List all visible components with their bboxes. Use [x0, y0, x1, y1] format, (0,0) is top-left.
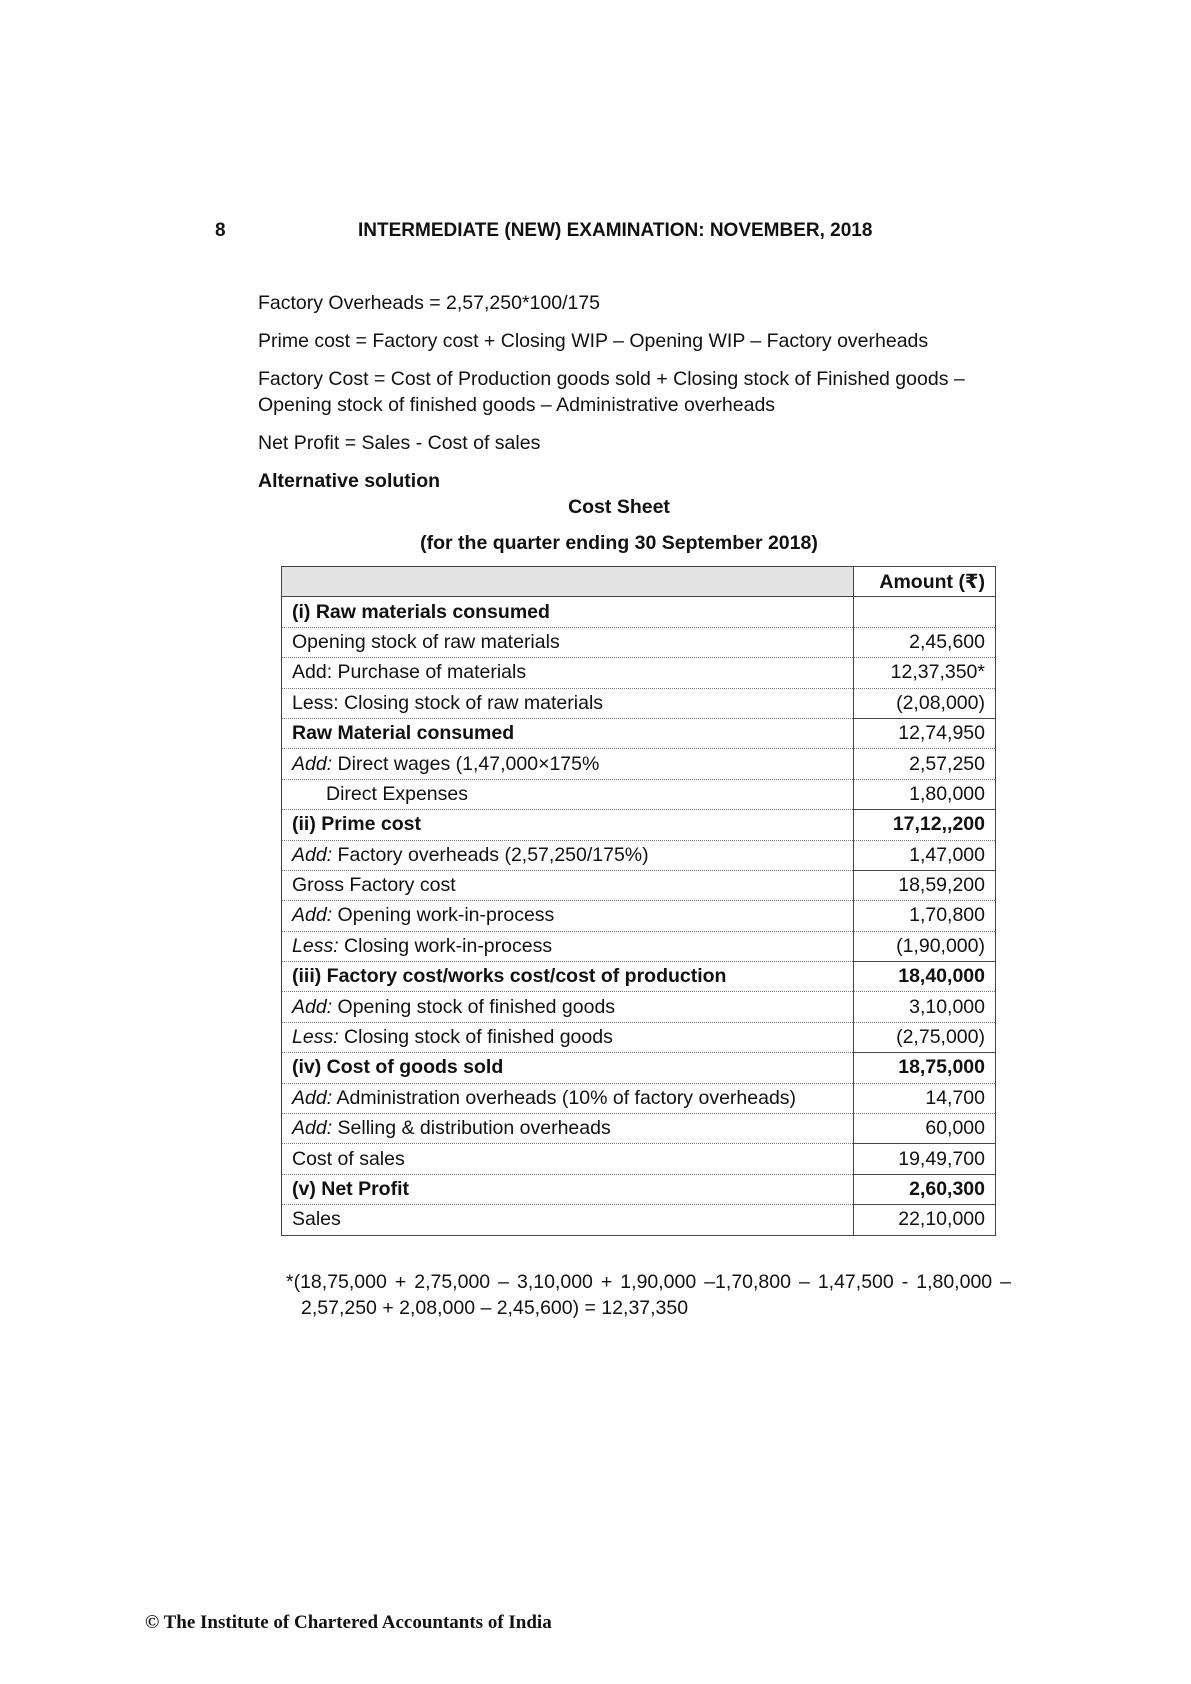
- row-label: [282, 840, 854, 870]
- row-label: [282, 1114, 854, 1144]
- row-amount: (2,75,000): [854, 1022, 996, 1052]
- table-row: [282, 779, 996, 809]
- row-amount: 18,40,000: [854, 962, 996, 992]
- row-prefix: Less:: [292, 934, 339, 957]
- table-row: [282, 688, 996, 718]
- row-label: Gross Factory cost: [282, 870, 854, 900]
- formula-factory-cost: Factory Cost = Cost of Production goods sold + Closing stock of Finished goods – Opening stock of finished goods – Administrative overheads: [258, 368, 965, 416]
- row-label: (iii) Factory cost/works cost/cost of production: [282, 962, 854, 992]
- row-text: Opening stock of finished goods: [332, 995, 616, 1018]
- amount-header: Amount (₹): [854, 567, 996, 597]
- table-row: [282, 901, 996, 931]
- page-title: INTERMEDIATE (NEW) EXAMINATION: NOVEMBER, 2018: [358, 220, 873, 241]
- table-row: [282, 840, 996, 870]
- table-row: [282, 658, 996, 688]
- row-label: [282, 992, 854, 1022]
- cost-sheet-table: [281, 566, 996, 1236]
- row-amount: 2,45,600: [854, 627, 996, 657]
- header-blank-cell: [282, 567, 854, 597]
- page-number: 8: [215, 220, 226, 241]
- table-row: [282, 962, 996, 992]
- cost-sheet-subtitle: (for the quarter ending 30 September 2018): [420, 532, 818, 554]
- row-label: (iv) Cost of goods sold: [282, 1053, 854, 1083]
- row-amount: 2,60,300: [854, 1174, 996, 1204]
- table-row: [282, 1022, 996, 1052]
- row-amount: 2,57,250: [854, 749, 996, 779]
- cost-sheet-title: Cost Sheet: [568, 496, 670, 518]
- row-label: [282, 931, 854, 961]
- row-text: Closing stock of finished goods: [338, 1026, 613, 1049]
- table-row: [282, 1114, 996, 1144]
- row-amount: 3,10,000: [854, 992, 996, 1022]
- row-amount: 14,700: [854, 1083, 996, 1113]
- row-label: Add: Purchase of materials: [282, 658, 854, 688]
- row-amount: 17,12,,200: [854, 810, 996, 840]
- table-row: [282, 931, 996, 961]
- row-text: Direct wages (1,47,000×175%: [332, 752, 600, 775]
- table-row: [282, 597, 996, 627]
- table-header-row: [282, 567, 996, 597]
- row-label: Direct Expenses: [282, 779, 854, 809]
- row-text: Closing work-in-process: [338, 934, 553, 957]
- footnote-line-1: *(18,75,000 + 2,75,000 – 3,10,000 + 1,90,000 –1,70,800 – 1,47,500 - 1,80,000 –: [286, 1271, 1011, 1293]
- row-amount: [854, 597, 996, 627]
- row-label: [282, 1083, 854, 1113]
- table-row: [282, 1083, 996, 1113]
- row-label: [282, 901, 854, 931]
- row-prefix: Add:: [292, 1117, 333, 1140]
- formula-net-profit: Net Profit = Sales - Cost of sales: [258, 432, 541, 454]
- row-text: Selling & distribution overheads: [332, 1117, 611, 1140]
- row-label: [282, 1022, 854, 1052]
- table-row: [282, 992, 996, 1022]
- row-amount: 18,75,000: [854, 1053, 996, 1083]
- row-label: Raw Material consumed: [282, 718, 854, 748]
- row-amount: 1,70,800: [854, 901, 996, 931]
- alternative-solution-heading: Alternative solution: [258, 470, 441, 492]
- table-row: [282, 718, 996, 748]
- row-amount: 19,49,700: [854, 1144, 996, 1174]
- table-row: [282, 1205, 996, 1235]
- row-label: Less: Closing stock of raw materials: [282, 688, 854, 718]
- table-row: [282, 810, 996, 840]
- table-row: [282, 1144, 996, 1174]
- row-amount: (1,90,000): [854, 931, 996, 961]
- row-label: [282, 749, 854, 779]
- row-amount: (2,08,000): [854, 688, 996, 718]
- row-amount: 22,10,000: [854, 1205, 996, 1235]
- row-amount: 1,47,000: [854, 840, 996, 870]
- row-label: Opening stock of raw materials: [282, 627, 854, 657]
- row-label: Sales: [292, 1208, 341, 1231]
- footnote-line-2: 2,57,250 + 2,08,000 – 2,45,600) = 12,37,350: [301, 1297, 689, 1319]
- copyright-footer: © The Institute of Chartered Accountants of India: [145, 1612, 552, 1633]
- row-prefix: Add:: [292, 904, 333, 927]
- row-amount: 12,74,950: [854, 718, 996, 748]
- row-label: Cost of sales: [282, 1144, 854, 1174]
- row-amount: 60,000: [854, 1114, 996, 1144]
- row-prefix: Add:: [292, 843, 333, 866]
- row-text: Administration overheads (10% of factory overheads): [332, 1086, 797, 1109]
- table-row: [282, 1053, 996, 1083]
- row-label: (v) Net Profit: [282, 1174, 854, 1204]
- formula-lines: [258, 290, 1018, 506]
- row-prefix: Add:: [292, 752, 333, 775]
- row-label: (ii) Prime cost: [282, 810, 854, 840]
- table-row: [282, 627, 996, 657]
- formula-prime-cost: Prime cost = Factory cost + Closing WIP – Opening WIP – Factory overheads: [258, 330, 929, 352]
- table-row: [282, 749, 996, 779]
- row-text: Opening work-in-process: [332, 904, 555, 927]
- formula-factory-overheads: Factory Overheads = 2,57,250*100/175: [258, 292, 601, 314]
- table-row: [282, 1174, 996, 1204]
- table-row: [282, 870, 996, 900]
- row-amount: 18,59,200: [854, 870, 996, 900]
- row-prefix: Less:: [292, 1026, 339, 1049]
- row-prefix: Add:: [292, 1086, 333, 1109]
- row-amount: 12,37,350*: [854, 658, 996, 688]
- row-text: Factory overheads (2,57,250/175%): [332, 843, 649, 866]
- row-amount: 1,80,000: [854, 779, 996, 809]
- row-prefix: Add:: [292, 995, 333, 1018]
- row-label: (i) Raw materials consumed: [282, 597, 854, 627]
- footnote: [286, 1269, 1011, 1321]
